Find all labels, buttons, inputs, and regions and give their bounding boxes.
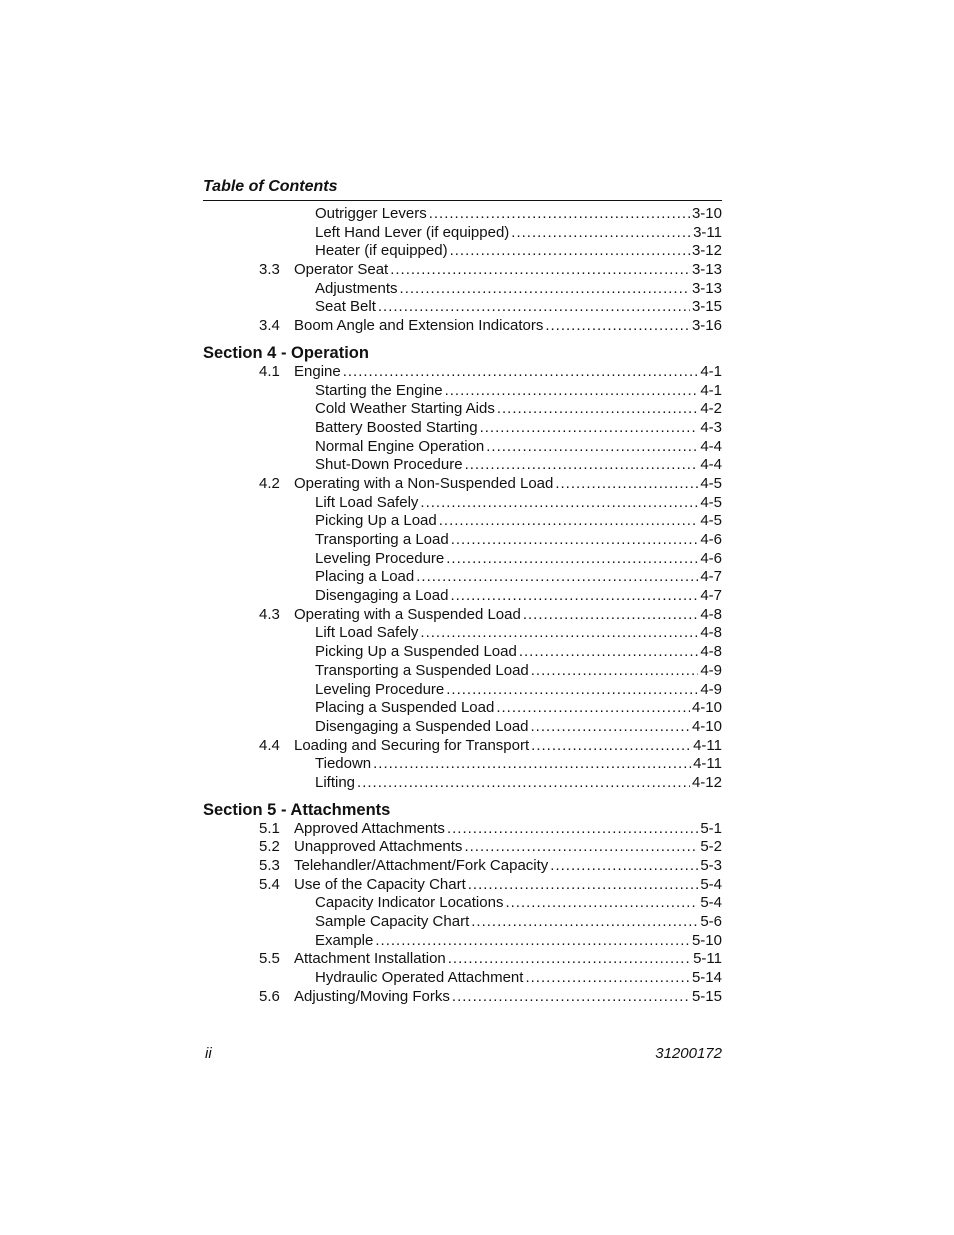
entry-title: Left Hand Lever (if equipped) xyxy=(315,223,510,241)
entry-line xyxy=(294,876,722,895)
entry-line xyxy=(315,419,722,438)
entry-line xyxy=(294,820,722,839)
entry-title: Normal Engine Operation xyxy=(315,437,485,455)
toc-entry[interactable] xyxy=(203,550,722,569)
entry-title: Example xyxy=(315,931,374,949)
entry-title: Unapproved Attachments xyxy=(294,838,463,856)
entry-page: 4-11 xyxy=(693,736,722,754)
toc-entry[interactable] xyxy=(203,317,722,336)
dot-leader xyxy=(545,317,690,336)
dot-leader xyxy=(555,475,698,494)
dot-leader xyxy=(496,699,690,718)
entry-title: Operating with a Non-Suspended Load xyxy=(294,474,554,492)
entry-title: Seat Belt xyxy=(315,298,376,316)
entry-line xyxy=(294,737,722,756)
entry-line xyxy=(315,280,722,299)
entry-line xyxy=(315,224,722,243)
toc-entry[interactable] xyxy=(203,456,722,475)
entry-title: Starting the Engine xyxy=(315,381,443,399)
entry-title: Transporting a Load xyxy=(315,531,449,548)
entry-page: 3-16 xyxy=(691,317,722,335)
entry-number: 4.3 xyxy=(259,605,280,623)
entry-title: Lifting xyxy=(315,773,356,791)
entry-number: 5.4 xyxy=(259,875,280,893)
entry-number: 5.1 xyxy=(259,819,280,837)
toc-entry[interactable] xyxy=(203,624,722,643)
entry-page: 3-12 xyxy=(691,242,722,260)
dot-leader xyxy=(525,969,690,988)
dot-leader xyxy=(429,205,690,224)
entry-title: Telehandler/Attachment/Fork Capacity xyxy=(294,857,549,874)
entry-line xyxy=(315,587,722,606)
toc-entry[interactable] xyxy=(203,950,722,969)
entry-page: 4-8 xyxy=(700,624,722,642)
page-title: Table of Contents xyxy=(203,178,338,195)
toc-entry[interactable] xyxy=(203,475,722,494)
entry-line xyxy=(315,699,722,718)
entry-title: Engine xyxy=(294,362,341,380)
entry-page: 4-4 xyxy=(700,456,722,474)
toc-entry[interactable] xyxy=(203,643,722,662)
entry-line xyxy=(294,363,722,382)
toc-entry[interactable] xyxy=(203,512,722,531)
dot-leader xyxy=(519,643,699,662)
entry-page: 3-10 xyxy=(691,205,722,222)
entry-number: 5.6 xyxy=(259,987,280,1005)
entry-title: Boom Angle and Extension Indicators xyxy=(294,317,544,335)
toc-entry[interactable] xyxy=(203,876,722,895)
entry-line xyxy=(315,438,722,457)
entry-title: Use of the Capacity Chart xyxy=(294,875,466,893)
toc-entry[interactable] xyxy=(203,988,722,1007)
entry-line xyxy=(315,913,722,932)
dot-leader xyxy=(400,280,690,299)
entry-page: 4-5 xyxy=(700,512,722,530)
entry-page: 3-13 xyxy=(691,279,722,297)
dot-leader xyxy=(531,718,690,737)
page-footer xyxy=(203,1044,722,1064)
toc-entry[interactable] xyxy=(203,681,722,700)
entry-line xyxy=(315,894,722,913)
entry-number: 3.3 xyxy=(259,261,280,279)
entry-title: Leveling Procedure xyxy=(315,680,445,698)
toc-list xyxy=(203,205,722,1007)
entry-title: Heater (if equipped) xyxy=(315,242,448,260)
entry-line xyxy=(315,400,722,419)
entry-line xyxy=(294,988,722,1007)
entry-page: 5-6 xyxy=(700,913,722,931)
dot-leader xyxy=(378,298,690,317)
entry-page: 4-6 xyxy=(700,531,722,548)
dot-leader xyxy=(468,876,699,895)
entry-page: 4-11 xyxy=(693,755,722,773)
entry-title: Leveling Procedure xyxy=(315,549,445,567)
dot-leader xyxy=(446,550,698,569)
section-heading: Section 5 - Attachments xyxy=(203,800,391,819)
entry-page: 3-15 xyxy=(691,298,722,316)
entry-number: 5.5 xyxy=(259,950,280,968)
toc-entry[interactable] xyxy=(203,838,722,857)
entry-line xyxy=(315,624,722,643)
table-of-contents-page xyxy=(203,176,722,1007)
entry-title: Disengaging a Suspended Load xyxy=(315,717,529,735)
entry-page: 4-5 xyxy=(700,493,722,511)
entry-page: 5-11 xyxy=(693,950,722,968)
entry-page: 4-7 xyxy=(700,587,722,605)
entry-page: 4-8 xyxy=(700,643,722,661)
toc-entry[interactable] xyxy=(203,568,722,587)
toc-entry[interactable] xyxy=(203,280,722,299)
entry-line xyxy=(315,932,722,951)
toc-entry[interactable] xyxy=(203,363,722,382)
entry-line xyxy=(315,512,722,531)
dot-leader xyxy=(446,681,698,700)
entry-page: 4-6 xyxy=(700,549,722,567)
entry-title: Operator Seat xyxy=(294,261,389,279)
toc-entry[interactable] xyxy=(203,531,722,550)
entry-page: 4-10 xyxy=(691,717,722,735)
toc-entry[interactable] xyxy=(203,606,722,625)
entry-number: 3.4 xyxy=(259,317,280,335)
toc-entry[interactable] xyxy=(203,224,722,243)
entry-line xyxy=(315,969,722,988)
dot-leader xyxy=(450,587,698,606)
toc-entry[interactable] xyxy=(203,587,722,606)
entry-page: 4-10 xyxy=(691,699,722,717)
entry-line xyxy=(315,755,722,774)
entry-line xyxy=(315,456,722,475)
entry-line xyxy=(315,382,722,401)
entry-title: Adjustments xyxy=(315,279,398,297)
entry-page: 5-15 xyxy=(691,987,722,1005)
dot-leader xyxy=(486,438,698,457)
entry-title: Lift Load Safely xyxy=(315,624,419,642)
entry-title: Lift Load Safely xyxy=(315,493,419,511)
entry-line xyxy=(315,718,722,737)
dot-leader xyxy=(550,857,698,876)
entry-line xyxy=(294,261,722,280)
toc-entry[interactable] xyxy=(203,894,722,913)
entry-line xyxy=(315,681,722,700)
entry-title: Cold Weather Starting Aids xyxy=(315,400,495,418)
toc-entry[interactable] xyxy=(203,969,722,988)
entry-number: 4.1 xyxy=(259,362,280,380)
toc-entry[interactable] xyxy=(203,382,722,401)
dot-leader xyxy=(465,456,699,475)
entry-title: Disengaging a Load xyxy=(315,587,449,605)
toc-entry[interactable] xyxy=(203,205,722,224)
entry-line xyxy=(315,298,722,317)
entry-line xyxy=(315,662,722,681)
entry-title: Shut-Down Procedure xyxy=(315,456,463,474)
entry-page: 4-1 xyxy=(700,381,722,399)
entry-title: Hydraulic Operated Attachment xyxy=(315,969,524,987)
toc-entry[interactable] xyxy=(203,494,722,513)
toc-entry[interactable] xyxy=(203,699,722,718)
header-divider xyxy=(203,200,722,201)
entry-number: 5.3 xyxy=(259,857,280,874)
toc-entry[interactable] xyxy=(203,820,722,839)
dot-leader xyxy=(416,568,698,587)
dot-leader xyxy=(497,400,698,419)
entry-line xyxy=(315,643,722,662)
toc-entry[interactable] xyxy=(203,261,722,280)
entry-line xyxy=(315,568,722,587)
toc-entry[interactable] xyxy=(203,438,722,457)
entry-line xyxy=(315,205,722,224)
dot-leader xyxy=(375,932,690,951)
entry-title: Transporting a Suspended Load xyxy=(315,661,529,679)
entry-line xyxy=(315,550,722,569)
dot-leader xyxy=(343,363,699,382)
entry-title: Placing a Suspended Load xyxy=(315,699,495,717)
toc-entry[interactable] xyxy=(203,298,722,317)
entry-number: 4.2 xyxy=(259,474,280,492)
toc-entry[interactable] xyxy=(203,419,722,438)
toc-entry[interactable] xyxy=(203,400,722,419)
entry-page: 4-12 xyxy=(691,773,722,791)
dot-leader xyxy=(511,224,691,243)
entry-line xyxy=(315,531,722,550)
entry-line xyxy=(294,317,722,336)
entry-title: Tiedown xyxy=(315,755,372,773)
entry-page: 4-4 xyxy=(700,437,722,455)
toc-entry[interactable] xyxy=(203,913,722,932)
entry-line xyxy=(315,774,722,793)
dot-leader xyxy=(450,242,690,261)
entry-title: Adjusting/Moving Forks xyxy=(294,987,450,1005)
entry-line xyxy=(294,838,722,857)
entry-page: 4-7 xyxy=(700,568,722,586)
entry-number: 4.4 xyxy=(259,736,280,754)
dot-leader xyxy=(445,382,699,401)
entry-line xyxy=(294,475,722,494)
document-number: 31200172 xyxy=(655,1045,722,1062)
dot-leader xyxy=(531,737,691,756)
dot-leader xyxy=(390,261,690,280)
entry-page: 3-13 xyxy=(691,261,722,279)
toc-entry[interactable] xyxy=(203,932,722,951)
entry-page: 5-4 xyxy=(700,875,722,893)
page-number: ii xyxy=(205,1045,212,1062)
entry-page: 4-5 xyxy=(700,474,722,492)
toc-entry[interactable] xyxy=(203,718,722,737)
entry-title: Sample Capacity Chart xyxy=(315,913,470,931)
dot-leader xyxy=(373,755,691,774)
section-heading: Section 4 - Operation xyxy=(203,343,369,362)
entry-page: 3-11 xyxy=(693,223,722,241)
dot-leader xyxy=(447,820,698,839)
dot-leader xyxy=(451,531,699,550)
entry-title: Operating with a Suspended Load xyxy=(294,605,521,623)
entry-page: 5-10 xyxy=(691,931,722,949)
entry-title: Placing a Load xyxy=(315,568,415,586)
dot-leader xyxy=(439,512,699,531)
toc-entry[interactable] xyxy=(203,242,722,261)
entry-title: Picking Up a Suspended Load xyxy=(315,643,517,661)
dot-leader xyxy=(464,838,698,857)
entry-page: 4-1 xyxy=(700,362,722,380)
entry-line xyxy=(294,950,722,969)
entry-page: 5-3 xyxy=(700,857,722,874)
entry-title: Picking Up a Load xyxy=(315,512,437,530)
dot-leader xyxy=(448,950,691,969)
toc-entry[interactable] xyxy=(203,755,722,774)
entry-page: 4-3 xyxy=(700,418,722,436)
dot-leader xyxy=(531,662,699,681)
entry-page: 5-1 xyxy=(700,819,722,837)
entry-page: 4-9 xyxy=(700,680,722,698)
entry-title: Approved Attachments xyxy=(294,819,445,837)
entry-line xyxy=(315,494,722,513)
dot-leader xyxy=(420,624,698,643)
entry-page: 5-14 xyxy=(691,969,722,987)
toc-entry[interactable] xyxy=(203,662,722,681)
entry-title: Outrigger Levers xyxy=(315,205,427,222)
entry-page: 5-2 xyxy=(700,838,722,856)
dot-leader xyxy=(471,913,698,932)
entry-page: 4-9 xyxy=(700,661,722,679)
toc-entry[interactable] xyxy=(203,857,722,876)
entry-title: Battery Boosted Starting xyxy=(315,418,478,436)
entry-page: 5-4 xyxy=(700,894,722,912)
entry-number: 5.2 xyxy=(259,838,280,856)
dot-leader xyxy=(357,774,690,793)
entry-line xyxy=(294,857,722,876)
entry-title: Attachment Installation xyxy=(294,950,446,968)
dot-leader xyxy=(420,494,698,513)
dot-leader xyxy=(452,988,690,1007)
dot-leader xyxy=(523,606,698,625)
dot-leader xyxy=(505,894,698,913)
entry-title: Loading and Securing for Transport xyxy=(294,736,530,754)
entry-title: Capacity Indicator Locations xyxy=(315,894,504,912)
toc-entry[interactable] xyxy=(203,737,722,756)
entry-line xyxy=(294,606,722,625)
entry-line xyxy=(315,242,722,261)
toc-entry[interactable] xyxy=(203,774,722,793)
entry-page: 4-8 xyxy=(700,605,722,623)
entry-page: 4-2 xyxy=(700,400,722,418)
dot-leader xyxy=(480,419,699,438)
